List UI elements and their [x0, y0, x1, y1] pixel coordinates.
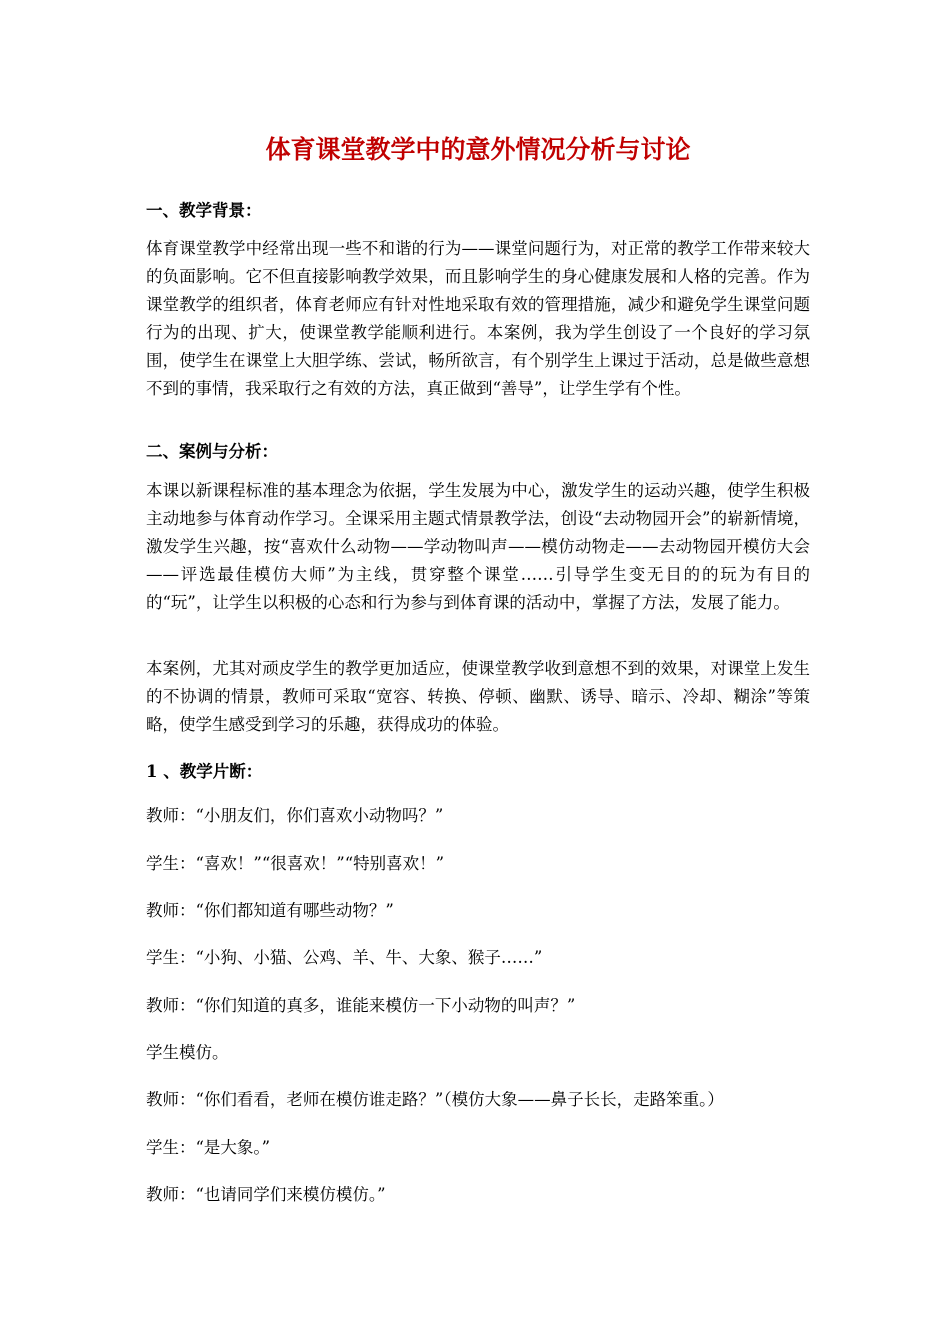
- dialogue-line: 学生模仿。: [146, 1043, 229, 1062]
- dialogue-line: 教师：“你们看看，老师在模仿谁走路？”（模仿大象——鼻子长长，走路笨重。）: [146, 1090, 724, 1109]
- dialogue-line: 教师：“也请同学们来模仿模仿。”: [146, 1185, 386, 1204]
- paragraph-background: 体育课堂教学中经常出现一些不和谐的行为——课堂问题行为，对正常的教学工作带来较大的负面影响。它不但直接影响教学效果，而且影响学生的身心健康发展和人格的完善。作为课堂教学的组织者，体育老师应有针对性地采取有效的管理措施，减少和避免学生课堂问题行为的出现、扩大，使课堂教学能顺利进行。本案例，我为学生创设了一个良好的学习氛围，使学生在课堂上大胆学练、尝试，畅所欲言，有个别学生上课过于活动，总是做些意想不到的事情，我采取行之有效的方法，真正做到“善导”，让学生学有个性。: [146, 239, 810, 398]
- dialogue-line: 教师：“你们都知道有哪些动物？”: [146, 901, 394, 920]
- section-heading-case: 二、案例与分析：: [146, 442, 278, 461]
- dialogue-line: 教师：“小朋友们，你们喜欢小动物吗？”: [146, 806, 444, 825]
- dialogue-line: 学生：“喜欢！”“很喜欢！”“特别喜欢！”: [146, 854, 445, 873]
- dialogue-line: 学生：“小狗、小猫、公鸡、羊、牛、大象、猴子……”: [146, 948, 543, 967]
- section-heading-background: 一、教学背景：: [146, 201, 262, 220]
- section-heading-fragment: 1 、教学片断：: [146, 762, 263, 781]
- paragraph-case-2: 本案例，尤其对顽皮学生的教学更加适应，使课堂教学收到意想不到的效果，对课堂上发生的不协调的情景，教师可采取“宽容、转换、停顿、幽默、诱导、暗示、冷却、糊涂”等策略，使学生感受到学习的乐趣，获得成功的体验。: [146, 659, 810, 734]
- dialogue-line: 学生：“是大象。”: [146, 1138, 271, 1157]
- dialogue-line: 教师：“你们知道的真多，谁能来模仿一下小动物的叫声？”: [146, 996, 576, 1015]
- paragraph-case-1: 本课以新课程标准的基本理念为依据，学生发展为中心，激发学生的运动兴趣，使学生积极主动地参与体育动作学习。全课采用主题式情景教学法，创设“去动物园开会”的崭新情境，激发学生兴趣，按“喜欢什么动物——学动物叫声——模仿动物走——去动物园开模仿大会——评选最佳模仿大师”为主线，贯穿整个课堂……引导学生变无目的的玩为有目的的“玩”，让学生以积极的心态和行为参与到体育课的活动中，掌握了方法，发展了能力。: [146, 481, 810, 612]
- document-title: 体育课堂教学中的意外情况分析与讨论: [265, 135, 691, 164]
